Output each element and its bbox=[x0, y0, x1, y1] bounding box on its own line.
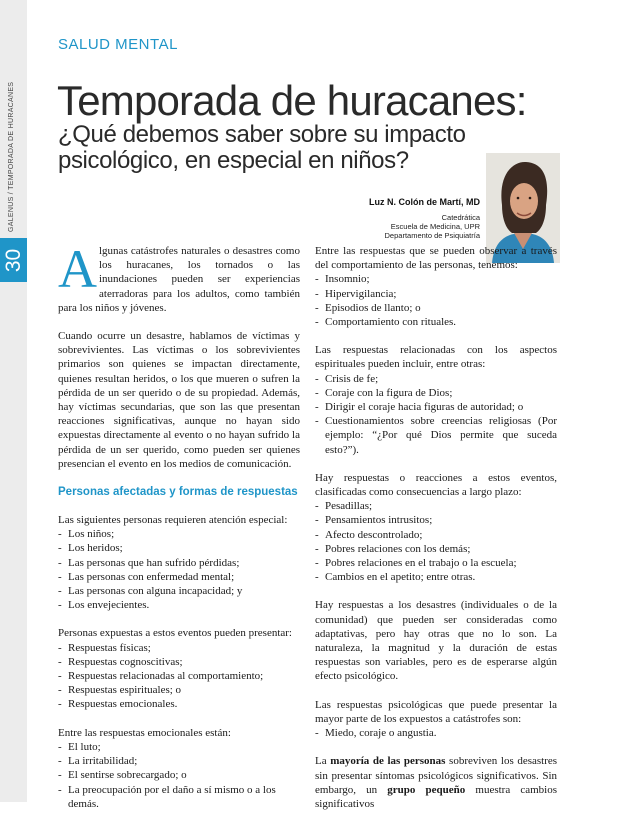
author-name: Luz N. Colón de Martí, MD bbox=[369, 197, 480, 207]
list-item: - El luto; bbox=[58, 740, 300, 754]
list-item: - Los niños; bbox=[58, 527, 300, 541]
bold-phrase: grupo pequeño bbox=[387, 783, 466, 796]
page-number: 30 bbox=[1, 248, 25, 272]
list-item: - La irritabilidad; bbox=[58, 754, 300, 768]
list-item: - Cambios en el apetito; entre otras. bbox=[315, 570, 557, 584]
adaptive-responses-paragraph: Hay respuestas a los desastres (individuales o de la comunidad) que pueden ser consideradas como adaptativas, pero hay otras que no lo son. La naturaleza, la magnitud y la duración de estas respuestas son variables, pero es de esperarse algún efecto psicológico. bbox=[315, 599, 557, 683]
list-item: - Pensamientos intrusitos; bbox=[315, 513, 557, 527]
section-label: SALUD MENTAL bbox=[58, 36, 178, 53]
list-item: - Pesadillas; bbox=[315, 499, 557, 513]
article-title: Temporada de huracanes: bbox=[57, 77, 527, 124]
emotional-responses-list bbox=[58, 740, 300, 811]
spiritual-responses-list bbox=[315, 372, 557, 457]
list-intro: Entre las respuestas que se pueden observar a través del comportamiento de las personas, tenemos: bbox=[315, 245, 557, 272]
list-intro: Hay respuestas o reacciones a estos eventos, clasificadas como consecuencias a largo plazo: bbox=[315, 471, 557, 499]
left-column bbox=[58, 239, 300, 825]
article-subtitle: ¿Qué debemos saber sobre su impacto psicológico, en especial en niños? bbox=[58, 121, 466, 174]
list-intro: Las siguientes personas requieren atención especial: bbox=[58, 514, 288, 527]
victims-paragraph: Cuando ocurre un desastre, hablamos de víctimas y sobrevivientes. Las víctimas o los sobrevivientes primarios son quienes se impactan directamente, quienes resultan heridos, o los que mueren o sufren la pérdida de un ser querido o de su propiedad. Además, hay víctimas secundarias, que son las que presentan reacciones significativas, aunque no hayan sido expuestas directamente al evento o no hayan sufrido la pérdida de un ser querido, como pueden ser quienes presencian el evento en los medios de comunicación. bbox=[58, 330, 300, 470]
list-item: - Los envejecientes. bbox=[58, 598, 300, 612]
running-header: GALENUS / TEMPORADA DE HURACANES bbox=[8, 81, 15, 232]
page-number-box bbox=[0, 238, 27, 282]
list-item: - Miedo, coraje o angustia. bbox=[315, 726, 557, 740]
intro-paragraph: Algunas catástrofes naturales o desastres como los huracanes, los tornados o las inundaciones pueden ser experiencias aterradoras para los adultos, como también para los niños y jóvenes. bbox=[58, 239, 300, 314]
list-item: - Insomnio; bbox=[315, 272, 557, 286]
list-intro: Entre las respuestas emocionales están: bbox=[58, 726, 231, 739]
list-item: - La preocupación por el daño a sí mismo o a los demás. bbox=[58, 783, 300, 811]
author-school: Escuela de Medicina, UPR bbox=[390, 222, 480, 231]
list-intro: Las respuestas relacionadas con los aspectos espirituales pueden incluir, entre otras: bbox=[315, 344, 557, 371]
list-item: - Afecto descontrolado; bbox=[315, 528, 557, 542]
behavior-responses-list bbox=[315, 272, 557, 329]
list-item: - Pobres relaciones en el trabajo o la escuela; bbox=[315, 556, 557, 570]
list-item: - Respuestas emocionales. bbox=[58, 697, 300, 711]
special-attention-list bbox=[58, 527, 300, 612]
list-item: - Los heridos; bbox=[58, 541, 300, 555]
list-item: - Comportamiento con rituales. bbox=[315, 315, 557, 329]
right-column bbox=[315, 244, 557, 825]
long-term-consequences-list bbox=[315, 499, 557, 584]
list-item: - Respuestas cognoscitivas; bbox=[58, 655, 300, 669]
list-item: - Hipervigilancia; bbox=[315, 287, 557, 301]
list-item: - Las personas que han sufrido pérdidas; bbox=[58, 556, 300, 570]
list-intro: Personas expuestas a estos eventos pueden presentar: bbox=[58, 627, 292, 640]
list-item: - Dirigir el coraje hacia figuras de autoridad; o bbox=[315, 400, 557, 414]
list-item: - Episodios de llanto; o bbox=[315, 301, 557, 315]
list-item: - Coraje con la figura de Dios; bbox=[315, 386, 557, 400]
author-role: Catedrática bbox=[441, 213, 480, 222]
author-affiliation bbox=[385, 213, 480, 240]
list-item: - Las personas con alguna incapacidad; y bbox=[58, 584, 300, 598]
list-item: - Respuestas físicas; bbox=[58, 641, 300, 655]
list-item: - Las personas con enfermedad mental; bbox=[58, 570, 300, 584]
final-paragraph: La mayoría de las personas sobreviven los desastres sin presentar síntomas psicológicos significativos. Sin embargo, un grupo pequeño muestra cambios significativos bbox=[315, 755, 558, 810]
list-intro: Las respuestas psicológicas que puede presentar la mayor parte de los expuestos a catástrofes son: bbox=[315, 698, 557, 725]
response-types-list bbox=[58, 641, 300, 712]
psychological-responses-list bbox=[315, 726, 557, 740]
list-item: - Cuestionamientos sobre creencias religiosas (Por ejemplo: “¿Por qué Dios permite que suceda esto?”). bbox=[315, 414, 557, 457]
list-item: - Respuestas relacionadas al comportamiento; bbox=[58, 669, 300, 683]
list-item: - Pobres relaciones con los demás; bbox=[315, 542, 557, 556]
author-department: Departamento de Psiquiatría bbox=[384, 231, 480, 240]
bold-phrase: mayoría de las personas bbox=[330, 755, 446, 768]
list-item: - Respuestas espirituales; o bbox=[58, 683, 300, 697]
list-item: - El sentirse sobrecargado; o bbox=[58, 768, 300, 782]
list-item: - Crisis de fe; bbox=[315, 372, 557, 386]
drop-cap: A bbox=[58, 239, 97, 299]
section-heading: Personas afectadas y formas de respuestas bbox=[58, 486, 298, 499]
